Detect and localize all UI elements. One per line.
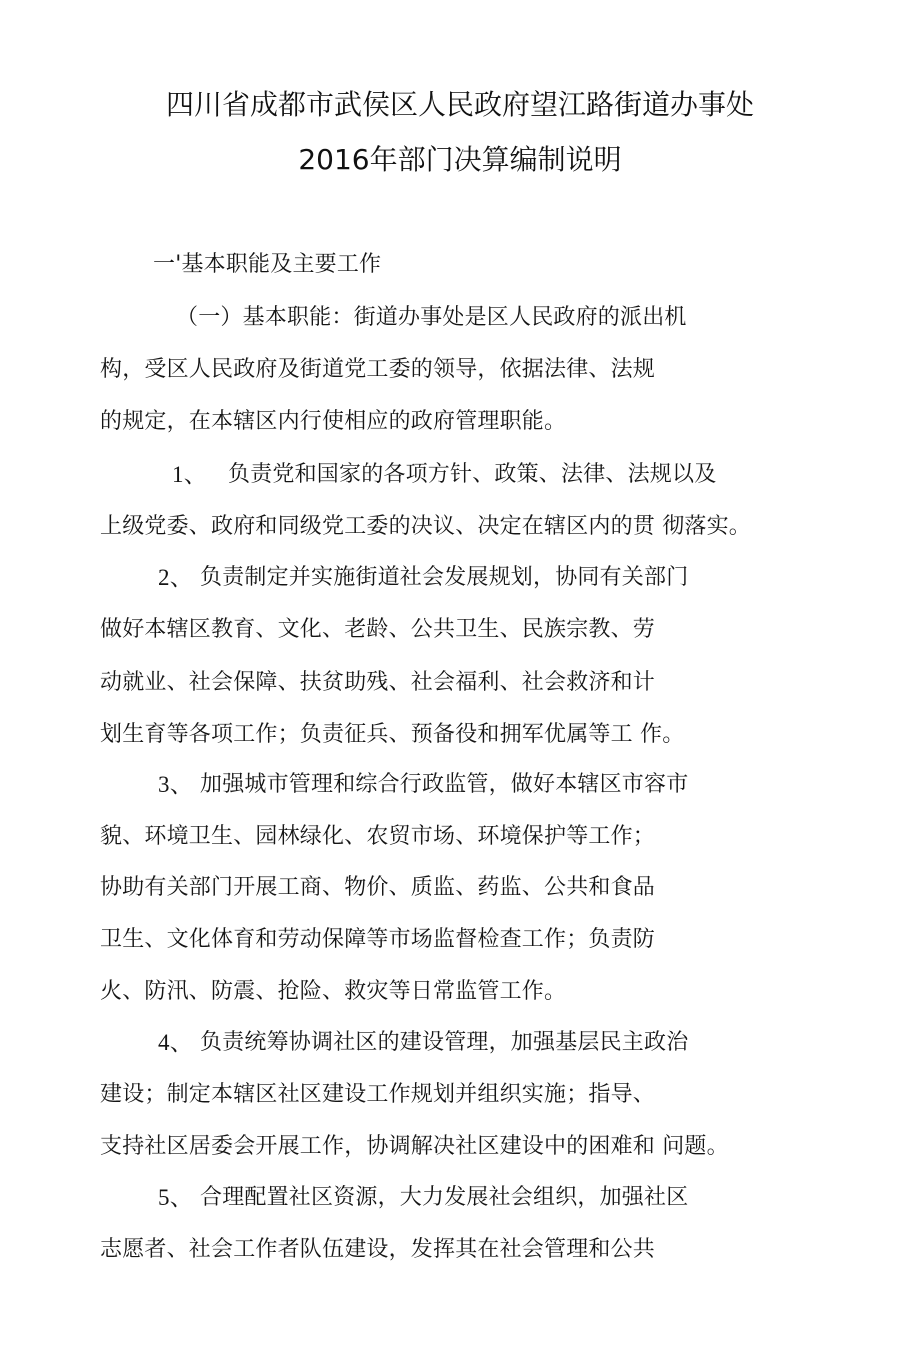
list-item-line: 加强城市管理和综合行政监管，做好本辖区市容市 xyxy=(200,772,689,797)
list-item-line: 负责制定并实施街道社会发展规划，协同有关部门 xyxy=(200,565,689,590)
list-item-number xyxy=(158,1183,193,1214)
item-number-2: 2、 xyxy=(158,565,193,590)
list-item-line: 貌、环境卫生、园林绿化、农贸市场、环境保护等工作； xyxy=(100,824,656,849)
list-item-number xyxy=(158,1028,193,1059)
document-title-line-2: 2016年部门决算编制说明 xyxy=(298,143,622,176)
paragraph-line: （一）基本职能：街道办事处是区人民政府的派出机 xyxy=(176,305,687,330)
list-item-line: 负责统筹协调社区的建设管理，加强基层民主政治 xyxy=(200,1030,689,1055)
list-item-line: 合理配置社区资源，大力发展社会组织，加强社区 xyxy=(200,1185,689,1210)
list-item-line: 卫生、文化体育和劳动保障等市场监督检查工作；负责防 xyxy=(100,927,656,952)
document-title-line-1: 四川省成都市武侯区人民政府望江路街道办事处 xyxy=(165,88,754,121)
section-heading: 一'基本职能及主要工作 xyxy=(153,252,382,277)
list-item-line: 上级党委、政府和同级党工委的决议、决定在辖区内的贯 彻落实。 xyxy=(100,514,751,539)
list-item-number xyxy=(172,460,207,491)
item-number-3: 3、 xyxy=(158,772,193,797)
list-item-line: 负责党和国家的各项方针、政策、法律、法规以及 xyxy=(228,462,717,487)
list-item-line: 做好本辖区教育、文化、老龄、公共卫生、民族宗教、劳 xyxy=(100,617,656,642)
list-item-line: 划生育等各项工作；负责征兵、预备役和拥军优属等工 作。 xyxy=(100,722,685,747)
item-number-5: 5、 xyxy=(158,1185,193,1210)
list-item-line: 建设；制定本辖区社区建设工作规划并组织实施；指导、 xyxy=(100,1082,656,1107)
list-item-line: 动就业、社会保障、扶贫助残、社会福利、社会救济和计 xyxy=(100,670,656,695)
list-item-line: 志愿者、社会工作者队伍建设，发挥其在社会管理和公共 xyxy=(100,1237,656,1262)
list-item-number xyxy=(158,770,193,801)
item-number-1: 1、 xyxy=(172,462,207,487)
item-number-4: 4、 xyxy=(158,1030,193,1055)
list-item-number xyxy=(158,563,193,594)
paragraph-line: 的规定，在本辖区内行使相应的政府管理职能。 xyxy=(100,409,567,434)
list-item-line: 协助有关部门开展工商、物价、质监、药监、公共和食品 xyxy=(100,875,656,900)
paragraph-line: 构，受区人民政府及街道党工委的领导，依据法律、法规 xyxy=(100,357,656,382)
list-item-line: 火、防汛、防震、抢险、救灾等日常监管工作。 xyxy=(100,979,567,1004)
list-item-line: 支持社区居委会开展工作，协调解决社区建设中的困难和 问题。 xyxy=(100,1134,729,1159)
